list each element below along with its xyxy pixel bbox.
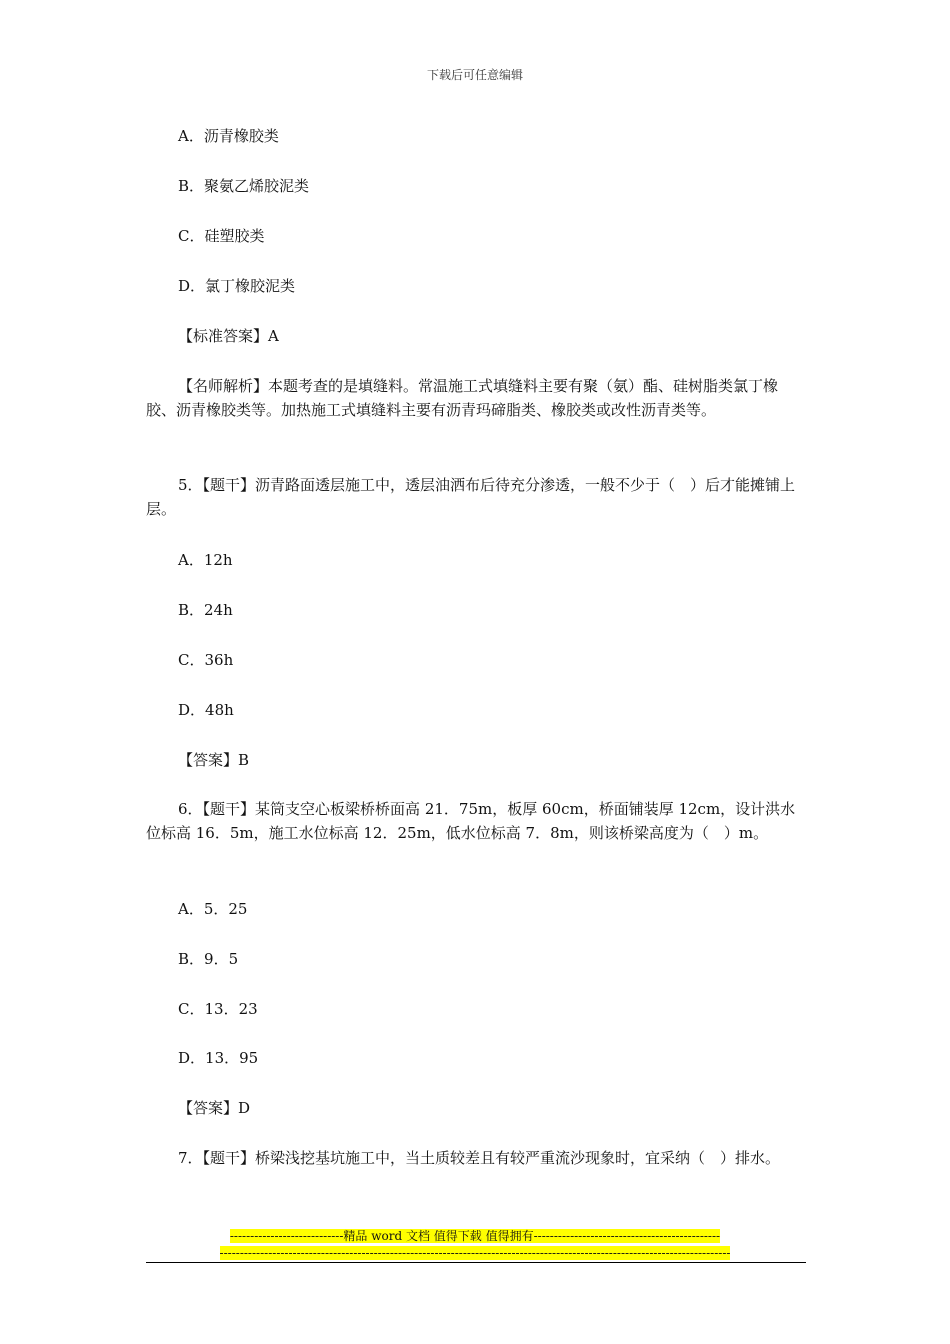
q5-option-d: D．48h bbox=[178, 701, 234, 719]
page-header: 下载后可任意编辑 bbox=[426, 68, 523, 82]
q6-option-a: A．5．25 bbox=[178, 900, 248, 918]
q6-answer: 【答案】D bbox=[178, 1099, 251, 1117]
q5-stem: 5．【题干】沥青路面透层施工中，透层油洒布后待充分渗透，一般不少于（ ）后才能摊铺上层。 bbox=[146, 476, 796, 518]
footer-banner-line-2: ------------------------------------------------------------------------------------------------------------------------------ bbox=[219, 1246, 731, 1260]
q6-stem: 6．【题干】某筒支空心板梁桥桥面高 21．75m，板厚 60cm，桥面铺装厚 12cm，设计洪水位标高 16．5m，施工水位标高 12．25m，低水位标高 7．8m，则该桥梁高度为（ ）m。 bbox=[146, 800, 796, 842]
q5-option-c: C．36h bbox=[178, 651, 234, 669]
q4-answer: 【标准答案】A bbox=[178, 327, 279, 345]
q5-answer: 【答案】B bbox=[178, 751, 250, 769]
q4-option-b: B．聚氨乙烯胶泥类 bbox=[178, 177, 310, 195]
footer-banner-line-1: ----------------------------精品 word 文档 值得下载 值得拥有---------------------------------------------- bbox=[229, 1229, 721, 1243]
q7-stem: 7．【题干】桥梁浅挖基坑施工中，当土质较差且有较严重流沙现象时，宜采纳（ ）排水。 bbox=[178, 1149, 781, 1167]
q6-option-b: B．9．5 bbox=[178, 950, 239, 968]
q4-analysis: 【名师解析】本题考查的是填缝料。常温施工式填缝料主要有聚（氨）酯、硅树脂类氯丁橡胶、沥青橡胶类等。加热施工式填缝料主要有沥青玛碲脂类、橡胶类或改性沥青类等。 bbox=[146, 377, 779, 419]
q4-option-a: A．沥青橡胶类 bbox=[178, 127, 279, 145]
q4-option-c: C．硅塑胶类 bbox=[178, 227, 265, 245]
q5-option-b: B．24h bbox=[178, 601, 233, 619]
q6-option-d: D．13．95 bbox=[178, 1049, 259, 1067]
q6-option-c: C．13．23 bbox=[178, 1000, 258, 1018]
q4-option-d: D．氯丁橡胶泥类 bbox=[178, 277, 296, 295]
footer-rule bbox=[146, 1262, 806, 1263]
q5-option-a: A．12h bbox=[178, 551, 233, 569]
page-footer bbox=[0, 1228, 950, 1262]
